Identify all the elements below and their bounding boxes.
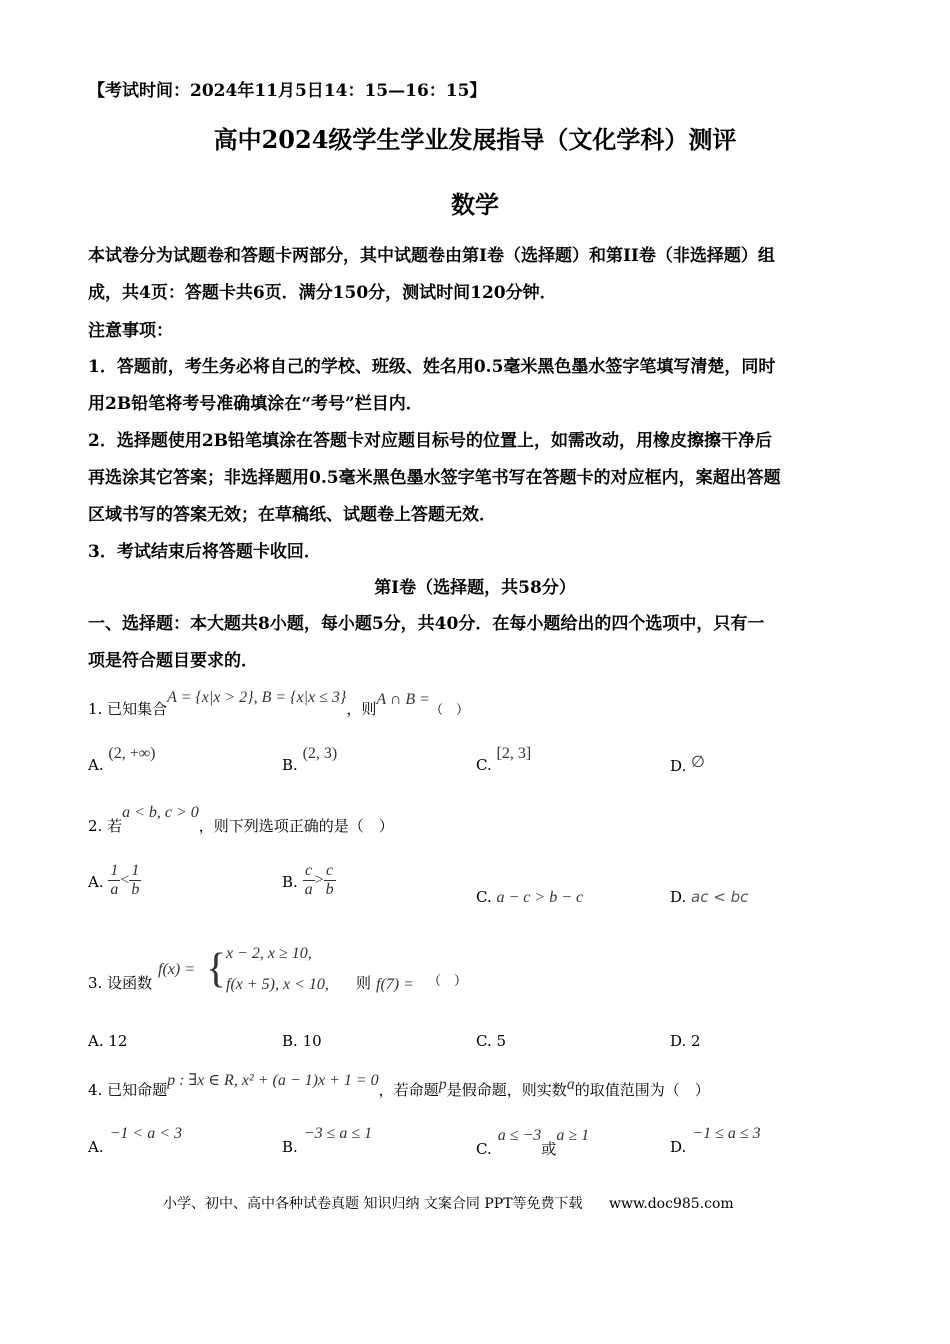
q4-mid2: 是假命题，则实数 <box>446 1081 567 1099</box>
q3-case-1: x − 2, x ≥ 10, <box>226 945 312 962</box>
notice-line: 再选涂其它答案；非选择题用0.5毫米黑色墨水签字笔书写在答题卡的对应框内，案超出答题 <box>88 468 781 488</box>
q3-option-c: C. 5 <box>476 1032 507 1050</box>
q2-prefix: 2. 若 <box>88 817 123 835</box>
q4-prefix: 4. 已知命题 <box>88 1081 168 1099</box>
q3-fx: f(x) = <box>158 961 195 978</box>
q3-prefix: 3. 设函数 <box>88 974 153 992</box>
q2-option-c: C. a − c > b − c <box>476 888 584 906</box>
exam-time: 【考试时间：2024年11月5日14：15—16：15】 <box>88 81 487 101</box>
intro-line-1: 本试卷分为试题卷和答题卡两部分，其中试题卷由第I卷（选择题）和第II卷（非选择题）组 <box>88 246 775 266</box>
q1-prefix: 1. 已知集合 <box>88 700 168 718</box>
q4-p: p <box>438 1076 447 1093</box>
q2-option-a: A. $\frac{1}{a}$ < $\frac{1}{b}$ <box>88 862 140 898</box>
q3-brace: { <box>206 946 227 992</box>
notice-title: 注意事项： <box>88 321 173 341</box>
notice-line: 1．答题前，考生务必将自己的学校、班级、姓名用0.5毫米黑色墨水签字笔填写清楚，同时 <box>88 357 776 377</box>
footer <box>163 1193 734 1213</box>
page-title: 高中2024级学生学业发展指导（文化学科）测评 <box>213 125 737 154</box>
q4-option-a: A.−1 < a < 3 <box>88 1125 182 1156</box>
q4-option-b: B.−3 ≤ a ≤ 1 <box>282 1125 373 1156</box>
q3-option-a: A. 12 <box>88 1032 128 1050</box>
q4-option-d: D.−1 ≤ a ≤ 3 <box>670 1125 761 1156</box>
q4-suffix: 的取值范围为（ ） <box>574 1081 710 1099</box>
q4-mid: ，若命题 <box>378 1081 439 1099</box>
q3-then: 则 <box>356 974 372 992</box>
section-title: 第I卷（选择题，共58分） <box>374 578 576 598</box>
q4-proposition-expr: p : ∃x ∈ R, x² + (a − 1)x + 1 = 0 <box>167 1072 379 1089</box>
q1-option-a: A. (2, +∞) <box>88 745 156 774</box>
q2-condition-expr: a < b, c > 0 <box>122 804 199 821</box>
question-2 <box>88 803 394 835</box>
q2-option-b: B. $\frac{c}{a}$ > $\frac{c}{b}$ <box>282 862 334 898</box>
q3-case-2: f(x + 5), x < 10, <box>226 976 329 993</box>
q1-option-b: B. (2, 3) <box>282 745 338 774</box>
q1-option-c: C. [2, 3] <box>476 745 532 774</box>
q3-f7: f(7) = <box>376 976 414 993</box>
q4-a: a <box>566 1076 575 1093</box>
q1-sets-expr: A = {x|x > 2}, B = {x|x ≤ 3} <box>167 689 347 706</box>
subject-title: 数学 <box>451 190 499 219</box>
intro-line-2: 成，共4页：答题卡共6页．满分150分，测试时间120分钟． <box>88 283 557 303</box>
q1-suffix: （ ） <box>429 703 469 718</box>
q3-option-d: D. 2 <box>670 1032 701 1050</box>
part-one-line-2: 项是符合题目要求的． <box>88 651 258 671</box>
notice-line: 用2B铅笔将考号准确填涂在“考号”栏目内． <box>88 394 423 414</box>
notice-line: 2．选择题使用2B铅笔填涂在答题卡对应题目标号的位置上，如需改动，用橡皮擦擦干净后 <box>88 431 773 451</box>
part-one-line-1: 一、选择题：本大题共8小题，每小题5分，共40分．在每小题给出的四个选项中，只有一 <box>88 614 765 634</box>
q1-mid: ，则 <box>346 700 377 718</box>
q3-option-b: B. 10 <box>282 1032 322 1050</box>
q1-option-d: D. ∅ <box>670 754 705 775</box>
q2-suffix: ，则下列选项正确的是（ ） <box>198 817 394 835</box>
notice-line: 区域书写的答案无效；在草稿纸、试题卷上答题无效． <box>88 505 496 525</box>
q3-suffix: （ ） <box>428 974 468 989</box>
q4-option-c: C.a ≤ −3或a ≥ 1 <box>476 1127 590 1158</box>
q2-option-d: D. ac < bc <box>670 888 749 906</box>
q1-intersection-expr: A ∩ B = <box>376 691 430 708</box>
question-1 <box>88 689 469 718</box>
question-4 <box>88 1069 710 1099</box>
notice-line: 3．考试结束后将答题卡收回． <box>88 542 321 562</box>
footer-url[interactable]: www.doc985.com <box>608 1196 734 1212</box>
footer-text: 小学、初中、高中各种试卷真题 知识归纳 文案合同 PPT等免费下载 <box>163 1196 583 1212</box>
